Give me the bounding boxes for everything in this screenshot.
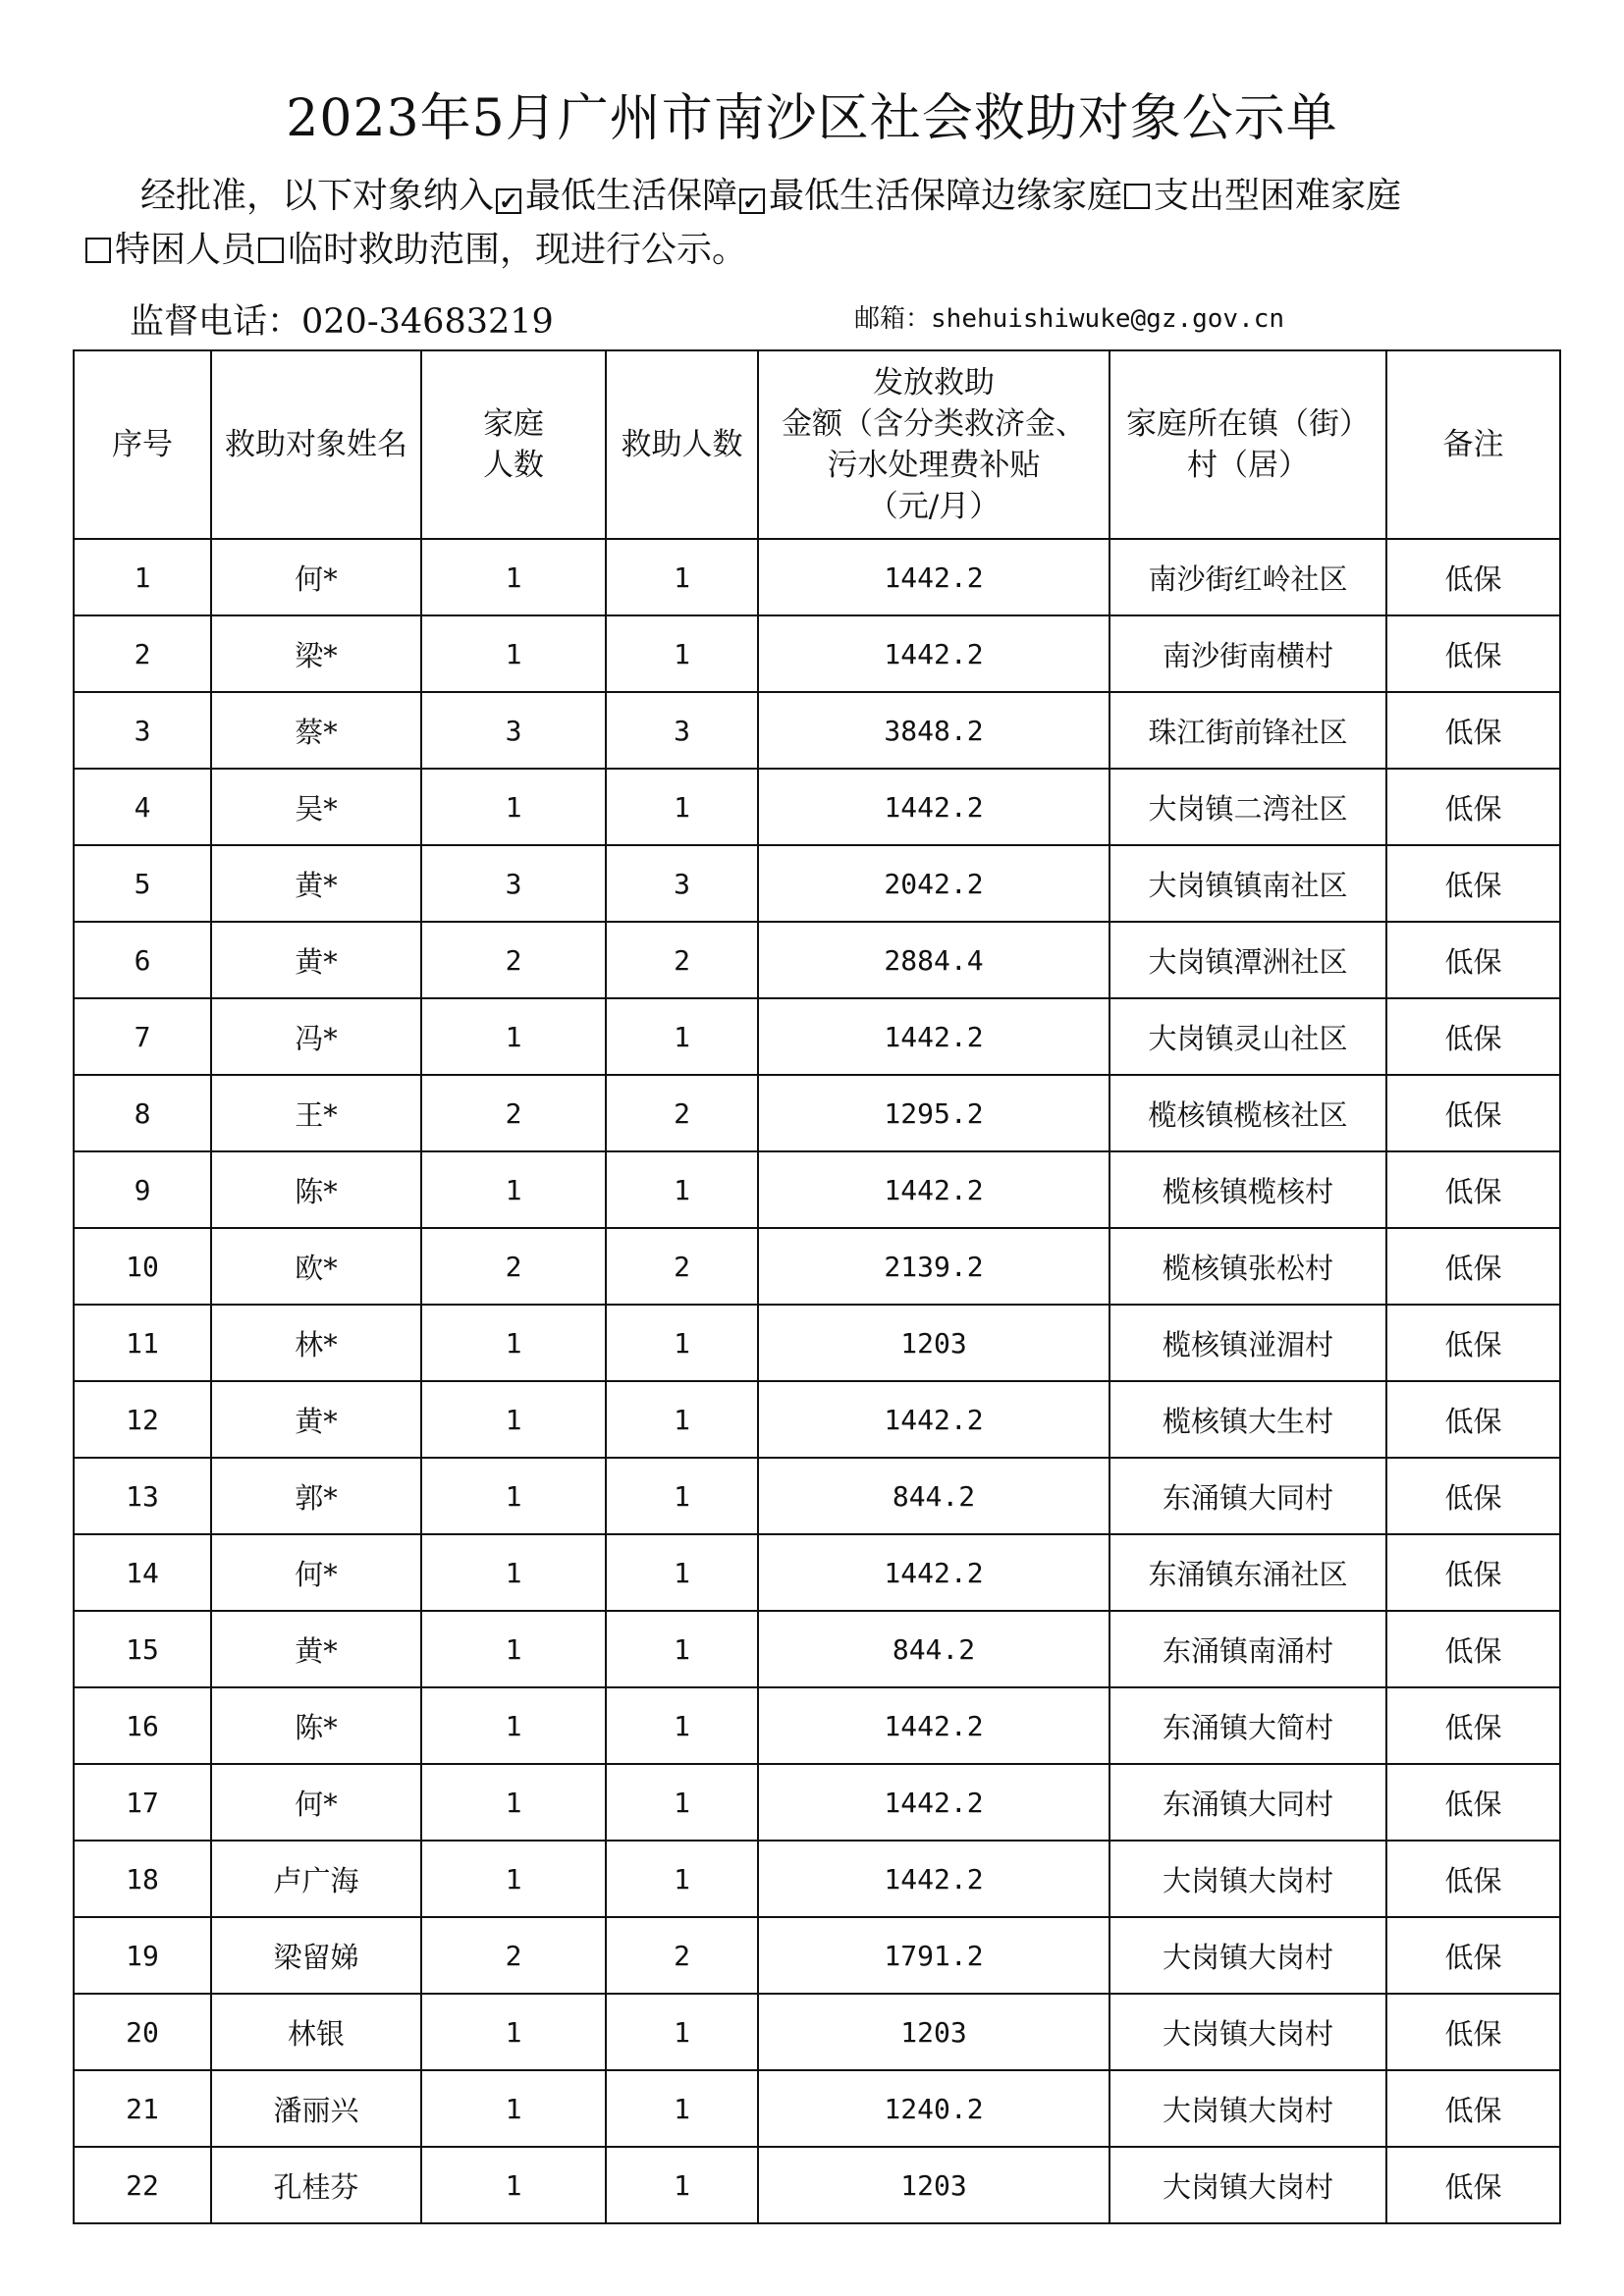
cell-family-size: 1 <box>421 1381 606 1458</box>
cell-family-size: 1 <box>421 998 606 1075</box>
cell-remark: 低保 <box>1386 1305 1560 1381</box>
cell-name: 冯* <box>211 998 421 1075</box>
cell-location: 大岗镇大岗村 <box>1110 2070 1386 2147</box>
cell-aided-count: 1 <box>606 1764 758 1841</box>
cell-family-size: 1 <box>421 1841 606 1917</box>
cell-aided-count: 3 <box>606 692 758 769</box>
cell-family-size: 1 <box>421 1458 606 1534</box>
cell-family-size: 1 <box>421 539 606 615</box>
cell-name: 吴* <box>211 769 421 845</box>
option-label: 临时救助范围，现进行公示。 <box>288 230 748 270</box>
cell-remark: 低保 <box>1386 1611 1560 1687</box>
checkbox-icon <box>1124 184 1150 209</box>
option-label: 支出型困难家庭 <box>1154 176 1402 216</box>
cell-family-size: 3 <box>421 845 606 922</box>
cell-seq: 22 <box>74 2147 211 2223</box>
cell-name: 蔡* <box>211 692 421 769</box>
cell-aided-count: 1 <box>606 1994 758 2070</box>
table-row <box>74 1687 1560 1764</box>
cell-name: 陈* <box>211 1687 421 1764</box>
cell-location: 榄核镇湴湄村 <box>1110 1305 1386 1381</box>
cell-amount: 1295.2 <box>758 1075 1110 1151</box>
cell-aided-count: 1 <box>606 1687 758 1764</box>
cell-family-size: 1 <box>421 769 606 845</box>
cell-aided-count: 2 <box>606 1075 758 1151</box>
cell-aided-count: 2 <box>606 1228 758 1305</box>
header-family-size: 家庭 人数 <box>421 350 606 539</box>
cell-amount: 1442.2 <box>758 1841 1110 1917</box>
cell-name: 梁* <box>211 615 421 692</box>
cell-seq: 12 <box>74 1381 211 1458</box>
cell-name: 欧* <box>211 1228 421 1305</box>
phone-label: 监督电话： <box>130 302 302 342</box>
table-row <box>74 2147 1560 2223</box>
cell-amount: 1442.2 <box>758 1534 1110 1611</box>
table-row <box>74 2070 1560 2147</box>
checkbox-icon: ✓ <box>739 188 765 214</box>
table-row <box>74 1611 1560 1687</box>
table-row <box>74 539 1560 615</box>
cell-amount: 3848.2 <box>758 692 1110 769</box>
cell-location: 南沙街红岭社区 <box>1110 539 1386 615</box>
cell-location: 大岗镇潭洲社区 <box>1110 922 1386 998</box>
cell-location: 大岗镇灵山社区 <box>1110 998 1386 1075</box>
cell-name: 王* <box>211 1075 421 1151</box>
intro-paragraph <box>83 169 1546 277</box>
cell-remark: 低保 <box>1386 845 1560 922</box>
cell-amount: 2139.2 <box>758 1228 1110 1305</box>
cell-family-size: 1 <box>421 1305 606 1381</box>
option-label: 最低生活保障 <box>525 176 738 216</box>
cell-seq: 19 <box>74 1917 211 1994</box>
cell-amount: 1791.2 <box>758 1917 1110 1994</box>
table-row <box>74 692 1560 769</box>
cell-aided-count: 1 <box>606 1841 758 1917</box>
checkbox-icon <box>85 238 111 263</box>
table-row <box>74 1075 1560 1151</box>
cell-remark: 低保 <box>1386 1228 1560 1305</box>
phone-number: 020-34683219 <box>301 302 554 342</box>
cell-seq: 10 <box>74 1228 211 1305</box>
cell-location: 东涌镇东涌社区 <box>1110 1534 1386 1611</box>
cell-seq: 14 <box>74 1534 211 1611</box>
cell-amount: 1442.2 <box>758 1687 1110 1764</box>
cell-remark: 低保 <box>1386 1841 1560 1917</box>
cell-amount: 1442.2 <box>758 1381 1110 1458</box>
cell-seq: 5 <box>74 845 211 922</box>
option-label: 最低生活保障边缘家庭 <box>769 176 1123 216</box>
page-title: 2023年5月广州市南沙区社会救助对象公示单 <box>286 89 1338 148</box>
cell-aided-count: 2 <box>606 1917 758 1994</box>
cell-remark: 低保 <box>1386 1994 1560 2070</box>
cell-amount: 1203 <box>758 1305 1110 1381</box>
cell-location: 大岗镇二湾社区 <box>1110 769 1386 845</box>
cell-location: 南沙街南横村 <box>1110 615 1386 692</box>
header-name: 救助对象姓名 <box>211 350 421 539</box>
cell-family-size: 2 <box>421 1075 606 1151</box>
table-row <box>74 1151 1560 1228</box>
cell-name: 何* <box>211 1764 421 1841</box>
cell-family-size: 1 <box>421 1994 606 2070</box>
table-row <box>74 1917 1560 1994</box>
cell-aided-count: 1 <box>606 769 758 845</box>
cell-family-size: 1 <box>421 1611 606 1687</box>
cell-location: 大岗镇镇南社区 <box>1110 845 1386 922</box>
cell-location: 榄核镇张松村 <box>1110 1228 1386 1305</box>
cell-family-size: 1 <box>421 1534 606 1611</box>
cell-seq: 4 <box>74 769 211 845</box>
cell-family-size: 3 <box>421 692 606 769</box>
table-row <box>74 1381 1560 1458</box>
table-row <box>74 769 1560 845</box>
cell-seq: 15 <box>74 1611 211 1687</box>
table-row <box>74 1305 1560 1381</box>
cell-family-size: 2 <box>421 922 606 998</box>
cell-location: 大岗镇大岗村 <box>1110 2147 1386 2223</box>
cell-amount: 844.2 <box>758 1458 1110 1534</box>
cell-remark: 低保 <box>1386 539 1560 615</box>
cell-name: 何* <box>211 1534 421 1611</box>
cell-amount: 1442.2 <box>758 1151 1110 1228</box>
cell-amount: 844.2 <box>758 1611 1110 1687</box>
cell-name: 陈* <box>211 1151 421 1228</box>
cell-amount: 1240.2 <box>758 2070 1110 2147</box>
cell-family-size: 1 <box>421 2070 606 2147</box>
cell-seq: 7 <box>74 998 211 1075</box>
cell-amount: 2042.2 <box>758 845 1110 922</box>
cell-location: 大岗镇大岗村 <box>1110 1841 1386 1917</box>
header-aided-count: 救助人数 <box>606 350 758 539</box>
option-label: 特困人员 <box>115 230 257 270</box>
cell-location: 大岗镇大岗村 <box>1110 1917 1386 1994</box>
cell-aided-count: 1 <box>606 1305 758 1381</box>
cell-seq: 21 <box>74 2070 211 2147</box>
cell-remark: 低保 <box>1386 1534 1560 1611</box>
cell-aided-count: 3 <box>606 845 758 922</box>
cell-name: 卢广海 <box>211 1841 421 1917</box>
cell-location: 东涌镇南涌村 <box>1110 1611 1386 1687</box>
table-row <box>74 1534 1560 1611</box>
email-label: 邮箱： <box>854 304 932 334</box>
cell-name: 何* <box>211 539 421 615</box>
cell-aided-count: 1 <box>606 2070 758 2147</box>
cell-aided-count: 1 <box>606 1458 758 1534</box>
table-row <box>74 845 1560 922</box>
email-contact <box>854 298 1284 335</box>
cell-remark: 低保 <box>1386 769 1560 845</box>
cell-remark: 低保 <box>1386 1687 1560 1764</box>
cell-family-size: 2 <box>421 1917 606 1994</box>
cell-family-size: 1 <box>421 1687 606 1764</box>
table-row <box>74 998 1560 1075</box>
table-row <box>74 615 1560 692</box>
cell-seq: 2 <box>74 615 211 692</box>
checkbox-icon <box>258 238 284 263</box>
cell-name: 黄* <box>211 1381 421 1458</box>
cell-location: 东涌镇大同村 <box>1110 1764 1386 1841</box>
cell-aided-count: 1 <box>606 615 758 692</box>
cell-aided-count: 1 <box>606 1151 758 1228</box>
cell-name: 林* <box>211 1305 421 1381</box>
cell-aided-count: 1 <box>606 1534 758 1611</box>
cell-amount: 1203 <box>758 2147 1110 2223</box>
cell-seq: 9 <box>74 1151 211 1228</box>
cell-amount: 1442.2 <box>758 615 1110 692</box>
cell-family-size: 2 <box>421 1228 606 1305</box>
cell-location: 榄核镇大生村 <box>1110 1381 1386 1458</box>
cell-location: 大岗镇大岗村 <box>1110 1994 1386 2070</box>
table-row <box>74 1841 1560 1917</box>
cell-aided-count: 1 <box>606 998 758 1075</box>
cell-name: 郭* <box>211 1458 421 1534</box>
cell-amount: 1442.2 <box>758 1764 1110 1841</box>
table-row <box>74 1228 1560 1305</box>
cell-remark: 低保 <box>1386 2147 1560 2223</box>
cell-name: 孔桂芬 <box>211 2147 421 2223</box>
cell-seq: 8 <box>74 1075 211 1151</box>
header-seq: 序号 <box>74 350 211 539</box>
cell-name: 黄* <box>211 845 421 922</box>
cell-remark: 低保 <box>1386 615 1560 692</box>
cell-remark: 低保 <box>1386 922 1560 998</box>
header-amount: 发放救助 金额（含分类救济金、 污水处理费补贴 （元/月） <box>758 350 1110 539</box>
cell-remark: 低保 <box>1386 1764 1560 1841</box>
cell-seq: 11 <box>74 1305 211 1381</box>
cell-remark: 低保 <box>1386 1458 1560 1534</box>
cell-remark: 低保 <box>1386 2070 1560 2147</box>
assistance-table <box>73 349 1561 2224</box>
cell-seq: 13 <box>74 1458 211 1534</box>
cell-aided-count: 1 <box>606 1611 758 1687</box>
cell-amount: 1442.2 <box>758 539 1110 615</box>
cell-amount: 1442.2 <box>758 769 1110 845</box>
header-remark: 备注 <box>1386 350 1560 539</box>
cell-name: 黄* <box>211 922 421 998</box>
cell-amount: 1203 <box>758 1994 1110 2070</box>
cell-seq: 18 <box>74 1841 211 1917</box>
cell-seq: 20 <box>74 1994 211 2070</box>
cell-seq: 16 <box>74 1687 211 1764</box>
cell-remark: 低保 <box>1386 1381 1560 1458</box>
cell-seq: 6 <box>74 922 211 998</box>
cell-remark: 低保 <box>1386 998 1560 1075</box>
table-row <box>74 922 1560 998</box>
table-header-row <box>74 350 1560 539</box>
cell-amount: 1442.2 <box>758 998 1110 1075</box>
cell-location: 榄核镇榄核村 <box>1110 1151 1386 1228</box>
table-row <box>74 1994 1560 2070</box>
cell-seq: 1 <box>74 539 211 615</box>
cell-name: 黄* <box>211 1611 421 1687</box>
cell-aided-count: 1 <box>606 539 758 615</box>
cell-name: 潘丽兴 <box>211 2070 421 2147</box>
cell-name: 林银 <box>211 1994 421 2070</box>
cell-remark: 低保 <box>1386 1075 1560 1151</box>
cell-family-size: 1 <box>421 1764 606 1841</box>
email-address: shehuishiwuke@gz.gov.cn <box>931 304 1285 334</box>
checkbox-icon: ✓ <box>496 188 521 214</box>
intro-prefix: 经批准，以下对象纳入 <box>140 176 495 216</box>
cell-location: 榄核镇榄核社区 <box>1110 1075 1386 1151</box>
cell-location: 东涌镇大同村 <box>1110 1458 1386 1534</box>
cell-aided-count: 1 <box>606 2147 758 2223</box>
cell-location: 珠江街前锋社区 <box>1110 692 1386 769</box>
cell-remark: 低保 <box>1386 1151 1560 1228</box>
cell-seq: 17 <box>74 1764 211 1841</box>
cell-amount: 2884.4 <box>758 922 1110 998</box>
table-row <box>74 1764 1560 1841</box>
cell-seq: 3 <box>74 692 211 769</box>
cell-aided-count: 2 <box>606 922 758 998</box>
header-location: 家庭所在镇（街） 村（居） <box>1110 350 1386 539</box>
cell-remark: 低保 <box>1386 1917 1560 1994</box>
cell-family-size: 1 <box>421 615 606 692</box>
cell-location: 东涌镇大简村 <box>1110 1687 1386 1764</box>
cell-aided-count: 1 <box>606 1381 758 1458</box>
cell-family-size: 1 <box>421 2147 606 2223</box>
table-row <box>74 1458 1560 1534</box>
cell-remark: 低保 <box>1386 692 1560 769</box>
cell-name: 梁留娣 <box>211 1917 421 1994</box>
cell-family-size: 1 <box>421 1151 606 1228</box>
supervision-phone <box>130 294 554 344</box>
